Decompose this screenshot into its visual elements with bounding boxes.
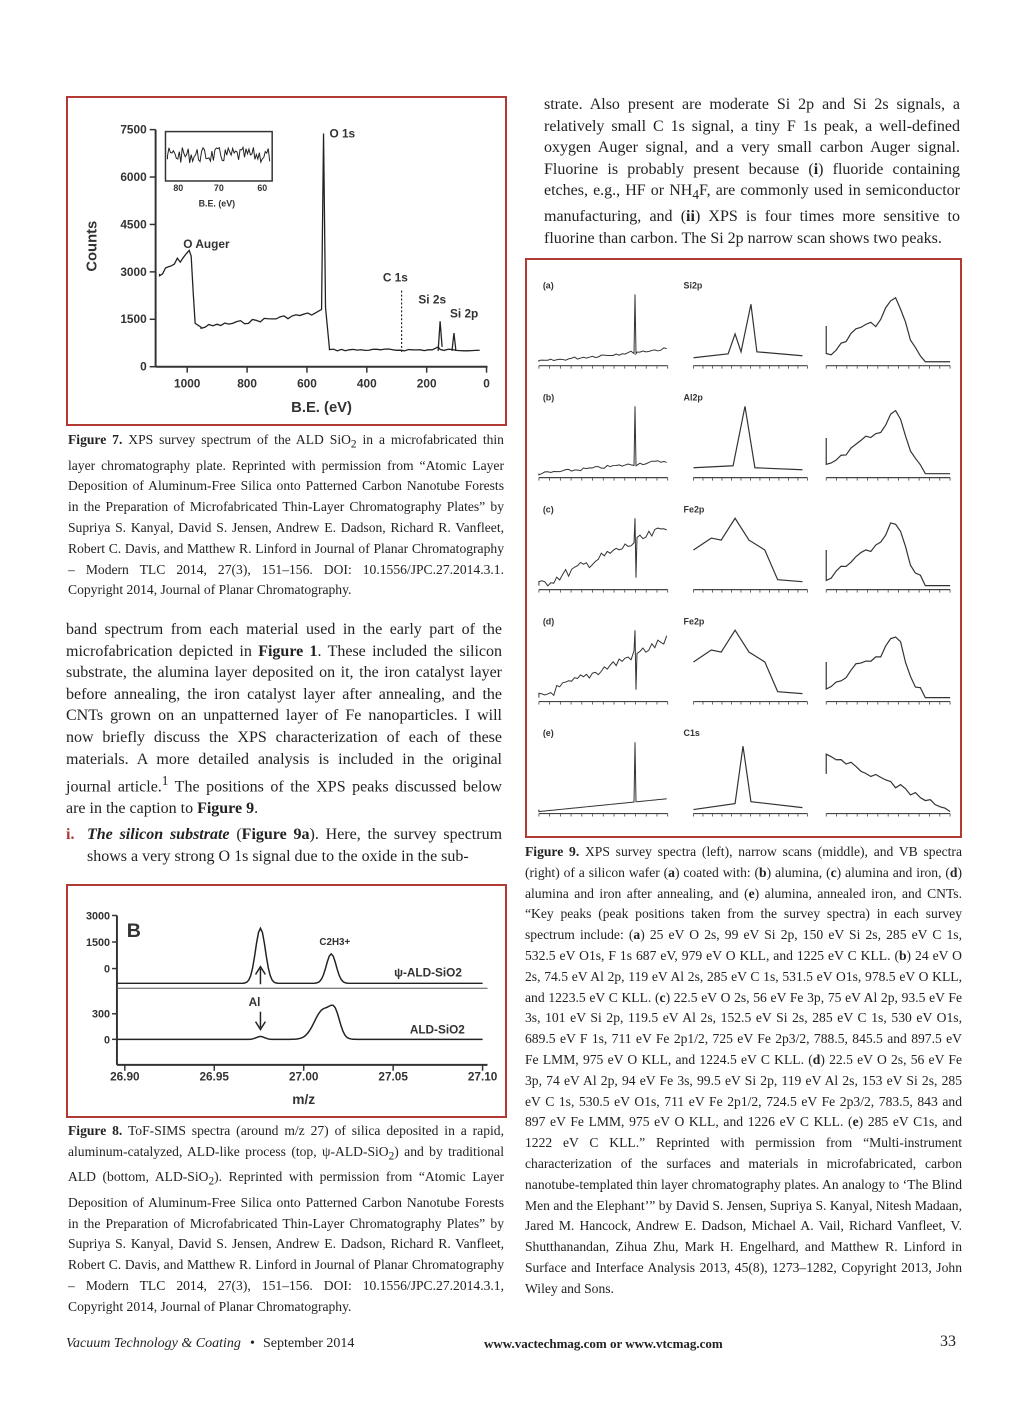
y-axis-label: Counts — [84, 220, 101, 272]
peak-label-o1s: O 1s — [329, 126, 356, 141]
list-item-silicon-substrate: i. The silicon substrate (Figure 9a). Here, the survey spectrum shows a very strong O 1s signal due to the oxide in the sub- — [66, 826, 503, 865]
panel-label: B — [126, 920, 141, 943]
arrow-down-icon — [256, 1012, 266, 1030]
x-tick-label: 26.90 — [110, 1070, 140, 1084]
figure-9-caption: Figure 9. XPS survey spectra (left), narrow scans (middle), and VB spectra (right) of a silicon wafer (a) coated with: (b) alumina, (c) alumina and iron, (d) alumina and iron after annealing, and (e) alumina, annealed iron, and CNTs. “Key peaks (peak positions taken from the survey spectra) in each survey spectrum include: (a) 25 eV O 2s, 99 eV Si 2p, 150 eV Si 2s, 285 eV C 1s, 532.5 eV O1s, F 1s 687 eV, 979 eV O KLL, and 1225 eV C KLL. (b) 24 eV O 2s, 74.5 eV Al 2p, 119 eV Al 2s, 285 eV C 1s, 531.5 eV O1s, 978.5 eV O KLL, and 1223.5 eV C KLL. (c) 22.5 eV O 2s, 56 eV Fe 3p, 75 eV Al 2p, 93.5 eV Fe 3s, 101 eV Si 2p, 119.5 eV Al 2s, 152.5 eV Si 2s, 285 eV C 1s, 530 eV O1s, 689.5 eV F 1s, 711 eV Fe 2p1/2, 725 eV Fe 2p3/2, 788.5, 845.5 and 897.5 eV Fe LMM, 975 eV O KLL, and 1224.5 eV C KLL. (d) 22.5 eV O 2s, 56 eV Fe 3p, 74 eV Al 2p, 94 eV Fe 3s, 99.5 eV Si 2p, 119 eV Al 2s, 153 eV Si 2s, 285 eV C 1s, 530.5 eV O1s, 711 eV Fe 2p1/2, 724.5 eV Fe 2p3/2, 783.5, 843 and 897 eV Fe LMM, 975 eV O KLL, and 1226 eV C KLL. (e) 285 eV C1s, and 1222 eV C KLL.” Reprinted with permission from “Multi-instrument characterization of the surfaces and materials in microfabricated, carbon nanotube-templated thin layer chromatography plates. An analogy to ‘The Blind Men and the Elephant’” by David S. Jensen, Supriya S. Kanyal, Nitesh Madaan, Jared M. Hancock, Andrew E. Dadson, Michael A. Vail, Richard Vanfleet, V. Shutthanandan, Zihua Zhu, Mark H. Engelhard, and Matthew R. Linford in Surface and Interface Analysis 2013, 45(8), 1273–1282, Copyright 2013, John Wiley and Sons. — [525, 844, 963, 1296]
survey-spectrum — [539, 406, 667, 475]
x-tick-label: 27.10 — [467, 1070, 498, 1084]
peak-label-o-auger: O Auger — [183, 237, 230, 252]
footer-separator: • — [250, 1336, 255, 1351]
x-tick-label: 800 — [237, 376, 257, 391]
y-tick-label: 6000 — [120, 169, 147, 184]
panel-letter: (a) — [542, 280, 554, 291]
inset-tick: 80 — [173, 182, 184, 193]
survey-spectrum — [539, 518, 667, 586]
figure-9-xps-grid — [525, 258, 962, 838]
y-tick-label: 0 — [104, 963, 111, 976]
intro-paragraph-continued: strate. Also present are moderate Si 2p and Si 2s signals, a relatively small C 1s signal, a tiny F 1s peak, a well-defined oxygen Auger signal, and a very small carbon Auger signal. Fluorine is probably present because (i) fluoride containing etches, e.g., HF or $NH_4F$, are commonly used in semiconductor manufacturing, and (ii) XPS is four times more sensitive to fluorine than carbon. The Si 2p narrow scan shows two peaks. — [544, 96, 961, 247]
page-number: 33 — [940, 1333, 956, 1350]
survey-spectrum — [539, 294, 667, 361]
footer-journal: Vacuum Technology & Coating — [66, 1336, 241, 1351]
inset-label: B.E. (eV) — [198, 198, 236, 209]
panel-letter: (b) — [542, 392, 555, 403]
figure-9-chart — [527, 260, 960, 836]
figure-7-xps-survey — [66, 96, 507, 426]
figure-7-chart — [68, 98, 505, 424]
figure-8-tof-sims — [66, 884, 507, 1118]
inset-tick: 70 — [213, 182, 224, 193]
peak-label-c1s: C 1s — [382, 270, 408, 285]
x-tick-label: 27.00 — [288, 1070, 319, 1084]
peak-label-si2p: Si 2p — [449, 306, 479, 321]
footer-date: September 2014 — [263, 1336, 355, 1351]
vb-spectrum — [826, 411, 950, 474]
y-tick-label: 0 — [104, 1034, 111, 1047]
survey-spectrum — [539, 630, 667, 697]
series-label-bottom: ALD-SiO2 — [409, 1023, 465, 1037]
narrow-scan-label: Fe2p — [683, 616, 705, 627]
x-axis-label: m/z — [292, 1092, 316, 1108]
panel-letter: (c) — [542, 504, 554, 515]
x-tick-label: 0 — [483, 376, 490, 391]
x-tick-label: 200 — [416, 376, 437, 391]
narrow-spectrum — [693, 630, 802, 693]
y-tick-label: 300 — [92, 1008, 111, 1021]
vb-spectrum — [826, 754, 950, 811]
footer-url[interactable]: www.vactechmag.com or www.vtcmag.com — [484, 1336, 723, 1351]
figure-7-caption: Figure 7. XPS survey spectrum of the ALD SiO$_2$ in a microfabricated thin layer chromatography plate. Reprinted with permission from “Atomic Layer Deposition of Aluminum-Free Silica onto Patterned Carbon Nanotube Forests in the Preparation of Microfabricated Thin-Layer Chromatography Plates” by Supriya S. Kanyal, David S. Jensen, Andrew E. Dadson, Richard R. Vanfleet, Robert C. Davis, and Matthew R. Linford in Journal of Planar Chromatography – Modern TLC 2014, 27(3), 151–156. DOI: 10.1556/JPC.27.2014.3.1. Copyright 2014, Journal of Planar Chromatography. — [68, 432, 504, 598]
narrow-scan-label: C1s — [683, 728, 700, 739]
x-tick-label: 26.95 — [199, 1070, 229, 1084]
series-label-top: ψ-ALD-SiO2 — [394, 966, 462, 980]
narrow-scan-label: Al2p — [683, 392, 703, 403]
x-tick-label: 400 — [356, 376, 377, 391]
panel-letter: (e) — [542, 728, 554, 739]
x-tick-label: 27.05 — [378, 1070, 408, 1084]
vb-spectrum — [826, 298, 950, 362]
panel-letter: (d) — [542, 616, 555, 627]
y-tick-label: 1500 — [86, 936, 111, 949]
inset-tick: 60 — [257, 182, 268, 193]
y-tick-label: 1500 — [120, 312, 147, 327]
body-paragraph: band spectrum from each material used in the early part of the microfabrication depicted in Figure 1. These included the silicon substrate, the alumina layer deposited on it, the iron catalyst layer before annealing, the iron catalyst layer after annealing, and the CNTs grown on an unpatterned layer of Fe nanoparticles. I will now briefly discuss the XPS characterization of each of these materials. A more detailed analysis is included in the original journal article.$^1$ The positions of the XPS peaks discussed below are in the caption to Figure 9. — [66, 621, 503, 818]
y-tick-label: 7500 — [120, 122, 147, 137]
list-lead: The silicon substrate — [87, 826, 230, 843]
peak-label-si2s: Si 2s — [418, 292, 447, 307]
vb-spectrum — [826, 523, 950, 586]
narrow-spectrum — [693, 406, 802, 469]
peak-label-c2h3: C2H3+ — [319, 936, 351, 948]
narrow-spectrum — [693, 518, 802, 581]
y-tick-label: 3000 — [120, 264, 147, 279]
figure-8-chart — [68, 886, 505, 1116]
x-axis-label: B.E. (eV) — [291, 400, 352, 417]
survey-spectrum — [539, 742, 667, 811]
arrow-up-icon — [256, 967, 266, 985]
y-tick-label: 4500 — [120, 217, 147, 232]
y-tick-label: 3000 — [86, 910, 111, 923]
x-tick-label: 600 — [297, 376, 317, 391]
figure-8-caption: Figure 8. ToF-SIMS spectra (around m/z 27) of silica deposited in a rapid, aluminum-catalyzed, ALD-like process (top, ψ-ALD-SiO$_2$) and by traditional ALD (bottom, ALD-SiO$_2$). Reprinted with permission from “Atomic Layer Deposition of Aluminum-Free Silica onto Patterned Carbon Nanotube Forests in the Preparation of Microfabricated Thin-Layer Chromatography Plates” by Supriya S. Kanyal, David S. Jensen, Andrew E. Dadson, Richard R. Vanfleet, Robert C. Davis, and Matthew R. Linford in Journal of Planar Chromatography – Modern TLC 2014, 27(3), 151–156. DOI: 10.1556/JPC.27.2014.3.1, Copyright 2014, Journal of Planar Chromatography. — [68, 1123, 504, 1314]
al-label: Al — [248, 995, 261, 1009]
narrow-scan-label: Si2p — [683, 280, 703, 291]
narrow-spectrum — [693, 304, 802, 358]
vb-spectrum — [826, 637, 950, 698]
narrow-scan-label: Fe2p — [683, 504, 705, 515]
y-tick-label: 0 — [140, 359, 147, 374]
list-marker: i. — [66, 826, 75, 843]
narrow-spectrum — [693, 746, 802, 809]
x-tick-label: 1000 — [174, 376, 201, 391]
